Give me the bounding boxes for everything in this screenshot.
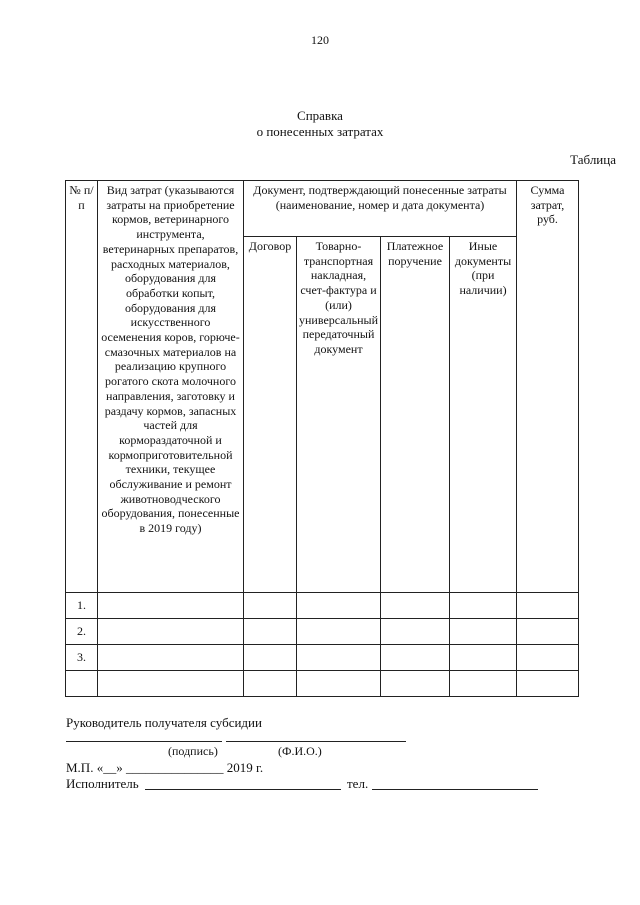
table-cell <box>98 645 244 671</box>
table-cell <box>450 645 517 671</box>
table-cell <box>381 671 450 697</box>
table-cell <box>517 645 579 671</box>
table-row <box>66 671 579 697</box>
row-number <box>66 671 98 697</box>
table-cell <box>450 671 517 697</box>
table-cell <box>517 619 579 645</box>
document-title: Справка <box>297 108 343 123</box>
subheader-other-documents: Иные документы (при наличии) <box>450 237 517 593</box>
table-cell <box>244 619 297 645</box>
header-number: № п/п <box>66 181 98 593</box>
row-number: 2. <box>66 619 98 645</box>
table-cell <box>517 671 579 697</box>
subheader-contract: Договор <box>244 237 297 593</box>
phone-line <box>372 789 538 790</box>
table-cell <box>98 671 244 697</box>
full-name-line <box>226 741 406 742</box>
row-number: 3. <box>66 645 98 671</box>
subheader-waybill: Товарно-транспортная накладная, счет-фактура и (или) универсальный передаточный документ <box>297 237 381 593</box>
table-cell <box>450 619 517 645</box>
table-cell <box>297 593 381 619</box>
phone-label: тел. <box>347 776 369 791</box>
table-cell <box>98 619 244 645</box>
header-sum: Сумма затрат, руб. <box>517 181 579 593</box>
costs-table <box>65 180 579 697</box>
document-subtitle: о понесенных затратах <box>256 124 384 139</box>
subheader-payment-order: Платежное поручение <box>381 237 450 593</box>
signature-line <box>66 741 222 742</box>
table-cell <box>297 671 381 697</box>
table-label: Таблица <box>570 152 616 167</box>
header-cost-type: Вид затрат (указываются затраты на приобретение кормов, ветеринарного инструмента, ветеринарных препаратов, расходных материалов, оборудования для обработки копыт, оборудования для искусственного осеменения коров, горюче-смазочных материалов на реализацию крупного рогатого скота молочного направления, заготовку и раздачу кормов, запасных частей для кормораздаточной и кормоприготовительной техники, текущее обслуживание и ремонт животноводческого оборудования, понесенные в 2019 году) <box>98 181 244 593</box>
table-cell <box>244 645 297 671</box>
table-cell <box>517 593 579 619</box>
table-cell <box>297 619 381 645</box>
table-cell <box>450 593 517 619</box>
table-row <box>66 619 579 645</box>
executor-label: Исполнитель <box>66 776 139 791</box>
table-row <box>66 645 579 671</box>
table-row <box>66 593 579 619</box>
table-cell <box>244 593 297 619</box>
row-number: 1. <box>66 593 98 619</box>
head-of-recipient-label: Руководитель получателя субсидии <box>66 715 262 730</box>
table-cell <box>98 593 244 619</box>
table-cell <box>297 645 381 671</box>
table-cell <box>381 619 450 645</box>
table-cell <box>381 645 450 671</box>
full-name-caption: (Ф.И.О.) <box>278 744 322 758</box>
signature-caption: (подпись) <box>168 744 218 758</box>
stamp-date-line: М.П. «__» _______________ 2019 г. <box>66 760 264 775</box>
table-cell <box>381 593 450 619</box>
page-number: 120 <box>311 33 329 47</box>
executor-line <box>145 789 341 790</box>
table-cell <box>244 671 297 697</box>
header-document: Документ, подтверждающий понесенные затраты (наименование, номер и дата документа) <box>244 181 517 237</box>
